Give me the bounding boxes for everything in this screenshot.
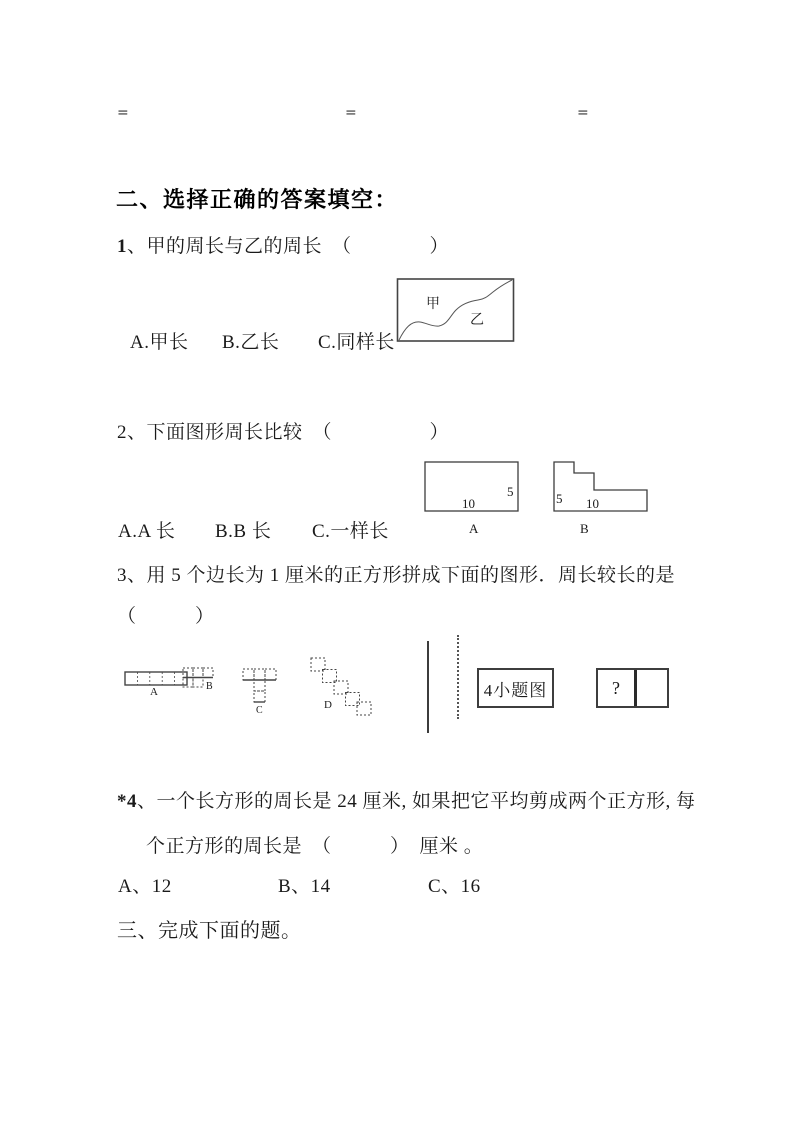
q2-option-a: A.A 长 — [118, 521, 176, 542]
shape-c-tshape — [243, 669, 276, 702]
q4-figure-placeholder-label: 4小题图 — [483, 680, 548, 700]
equals-mark-2: = — [345, 105, 357, 121]
question-1-text — [117, 231, 449, 258]
question-4-stem: 、一个长方形的周长是 24 厘米, 如果把它平均剪成两个正方形, 每 — [137, 791, 696, 812]
section-two-heading: 二、选择正确的答案填空： — [116, 187, 399, 212]
figure-label-yi: 乙 — [470, 313, 484, 328]
figure-a-side-value: 5 — [507, 484, 514, 499]
figure-b-side-value: 5 — [556, 491, 563, 506]
question-3-figure — [110, 648, 385, 728]
question-2-figure — [420, 458, 660, 540]
figure-a-caption: A — [469, 521, 479, 536]
figure-b-step-shape — [554, 462, 647, 511]
shape-a-strip — [125, 672, 187, 685]
question-3-line1: 3、用 5 个边长为 1 厘米的正方形拼成下面的图形．周长较长的是 — [117, 565, 676, 586]
question-mark-box — [596, 668, 669, 708]
question-1-number: 1 — [117, 236, 127, 257]
figure-b-bottom-value: 10 — [586, 496, 599, 511]
q4-option-a: A、12 — [118, 876, 172, 897]
question-1-stem: 、甲的周长与乙的周长 （ ） — [127, 236, 450, 257]
question-3-line2: （ ） — [117, 606, 215, 627]
solid-divider-line — [427, 641, 429, 733]
q1-option-b: B.乙长 — [222, 332, 280, 353]
q4-figure-placeholder-box — [477, 668, 554, 708]
wavy-divider-curve — [399, 280, 512, 340]
shape-a-label: A — [150, 686, 158, 698]
shape-d-label: D — [324, 699, 332, 711]
question-4-line1 — [117, 786, 696, 813]
q4-option-c: C、16 — [428, 876, 481, 897]
section-three-heading: 三、完成下面的题。 — [117, 920, 302, 942]
shape-d-staircase — [311, 658, 371, 715]
q2-option-c: C.一样长 — [312, 521, 389, 542]
q1-option-a: A.甲长 — [130, 332, 189, 353]
figure-a-bottom-value: 10 — [462, 496, 475, 511]
dotted-divider-line — [457, 635, 459, 719]
question-4-line2: 个正方形的周长是 （ ） 厘米 。 — [146, 836, 484, 857]
question-2-text: 2、下面图形周长比较 （ ） — [117, 422, 450, 443]
figure-b-caption: B — [580, 521, 589, 536]
question-1-figure — [396, 277, 518, 347]
question-mark-cell — [598, 670, 637, 706]
shape-b-label: B — [206, 681, 213, 692]
empty-cell — [637, 670, 667, 706]
question-mark-glyph: ? — [612, 677, 620, 698]
equals-mark-1: = — [117, 105, 129, 121]
equals-mark-3: = — [577, 105, 589, 121]
q2-option-b: B.B 长 — [215, 521, 272, 542]
q4-option-b: B、14 — [278, 876, 331, 897]
shape-c-label: C — [256, 705, 263, 716]
q1-option-c: C.同样长 — [318, 332, 395, 353]
question-4-number: *4 — [117, 791, 137, 812]
figure-label-jia: 甲 — [426, 297, 440, 312]
